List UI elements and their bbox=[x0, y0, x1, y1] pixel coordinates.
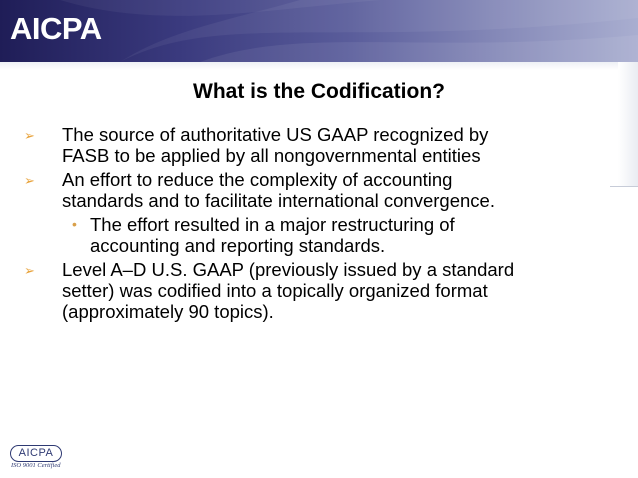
bullet-list bbox=[22, 124, 612, 325]
arrow-bullet-icon: ➢ bbox=[24, 263, 35, 278]
bullet-item bbox=[22, 169, 612, 211]
iso-certification-text: ISO 9001 Certified bbox=[11, 462, 61, 469]
arrow-bullet-icon: ➢ bbox=[24, 128, 35, 143]
bullet-line: An effort to reduce the complexity of accounting bbox=[62, 169, 453, 190]
bullet-item bbox=[22, 124, 612, 166]
footer-logo-text: AICPA bbox=[18, 447, 54, 459]
sub-bullet-item bbox=[22, 214, 612, 256]
bullet-line: standards and to facilitate international convergence. bbox=[62, 190, 495, 211]
bullet-line: FASB to be applied by all nongovernmental entities bbox=[62, 145, 481, 166]
bullet-line: setter) was codified into a topically organized format bbox=[62, 280, 488, 301]
header-subband bbox=[0, 62, 638, 70]
aicpa-header-logo: AICPA bbox=[10, 11, 102, 46]
bullet-line: The effort resulted in a major restructuring of bbox=[90, 214, 455, 235]
dot-bullet-icon: • bbox=[72, 216, 77, 232]
right-accent-rule bbox=[610, 186, 638, 187]
arrow-bullet-icon: ➢ bbox=[24, 173, 35, 188]
bullet-item bbox=[22, 259, 612, 322]
bullet-line: accounting and reporting standards. bbox=[90, 235, 386, 256]
slide-title: What is the Codification? bbox=[193, 80, 445, 103]
header-band bbox=[0, 0, 638, 62]
bullet-line: The source of authoritative US GAAP recognized by bbox=[62, 124, 489, 145]
bullet-line: (approximately 90 topics). bbox=[62, 301, 274, 322]
bullet-line: Level A–D U.S. GAAP (previously issued by a standard bbox=[62, 259, 515, 280]
aicpa-footer-logo bbox=[10, 445, 62, 462]
